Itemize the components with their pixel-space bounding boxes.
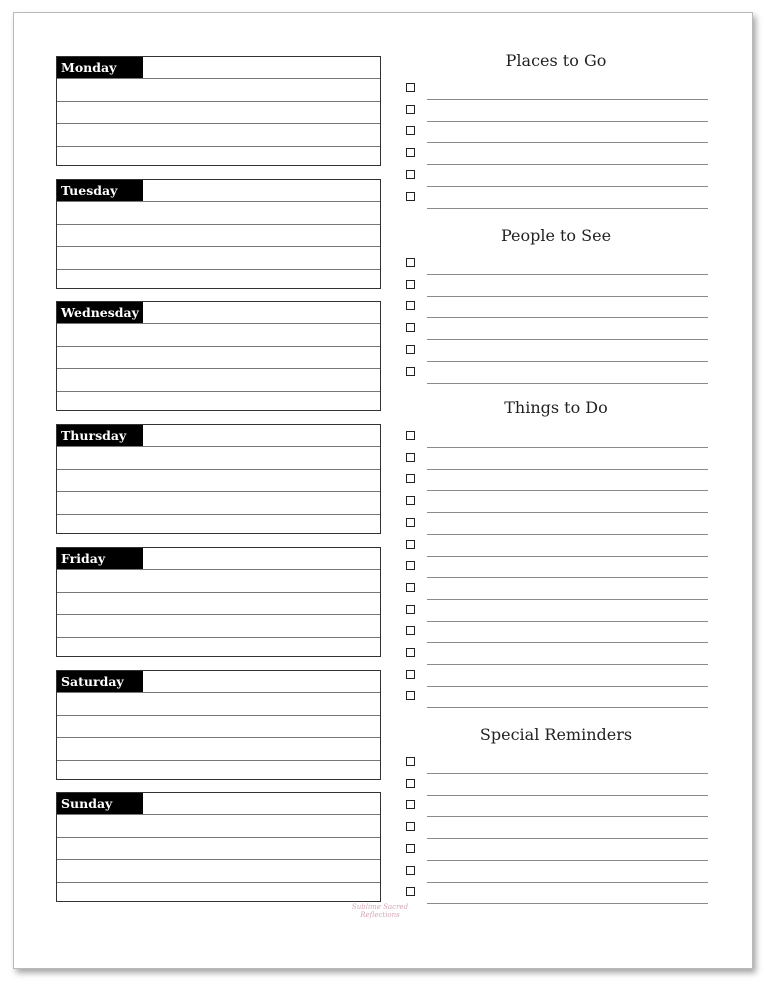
checkbox[interactable] xyxy=(406,105,415,114)
writing-line[interactable] xyxy=(57,692,380,693)
writing-line[interactable] xyxy=(57,78,380,79)
writing-line[interactable] xyxy=(57,614,380,615)
list-line[interactable] xyxy=(427,707,708,708)
list-line[interactable] xyxy=(427,296,708,297)
list-line[interactable] xyxy=(427,664,708,665)
day-box-thursday xyxy=(56,424,381,534)
writing-line[interactable] xyxy=(57,882,380,883)
checkbox[interactable] xyxy=(406,192,415,201)
writing-line[interactable] xyxy=(57,469,380,470)
checkbox[interactable] xyxy=(406,453,415,462)
checkbox[interactable] xyxy=(406,670,415,679)
list-line[interactable] xyxy=(427,795,708,796)
writing-line[interactable] xyxy=(57,592,380,593)
checkbox[interactable] xyxy=(406,605,415,614)
day-box-saturday xyxy=(56,670,381,780)
checkbox[interactable] xyxy=(406,301,415,310)
checkbox[interactable] xyxy=(406,583,415,592)
day-box-monday xyxy=(56,56,381,166)
checkbox[interactable] xyxy=(406,126,415,135)
checkbox[interactable] xyxy=(406,691,415,700)
list-line[interactable] xyxy=(427,556,708,557)
writing-line[interactable] xyxy=(57,837,380,838)
writing-line[interactable] xyxy=(57,269,380,270)
day-box-friday xyxy=(56,547,381,657)
day-box-sunday xyxy=(56,792,381,902)
writing-line[interactable] xyxy=(57,368,380,369)
section-title: People to See xyxy=(500,226,612,245)
list-line[interactable] xyxy=(427,490,708,491)
checkbox[interactable] xyxy=(406,648,415,657)
checkbox[interactable] xyxy=(406,280,415,289)
list-line[interactable] xyxy=(427,903,708,904)
writing-line[interactable] xyxy=(57,737,380,738)
list-line[interactable] xyxy=(427,361,708,362)
day-label: Tuesday xyxy=(57,180,143,201)
checkbox[interactable] xyxy=(406,887,415,896)
writing-line[interactable] xyxy=(57,514,380,515)
writing-line[interactable] xyxy=(57,637,380,638)
day-label: Monday xyxy=(57,57,143,78)
list-line[interactable] xyxy=(427,339,708,340)
list-line[interactable] xyxy=(427,186,708,187)
list-line[interactable] xyxy=(427,816,708,817)
list-line[interactable] xyxy=(427,164,708,165)
checkbox[interactable] xyxy=(406,258,415,267)
list-line[interactable] xyxy=(427,99,708,100)
list-line[interactable] xyxy=(427,882,708,883)
section-title: Places to Go xyxy=(505,51,607,70)
day-box-tuesday xyxy=(56,179,381,289)
writing-line[interactable] xyxy=(57,101,380,102)
writing-line[interactable] xyxy=(57,491,380,492)
list-line[interactable] xyxy=(427,534,708,535)
writing-line[interactable] xyxy=(57,246,380,247)
writing-line[interactable] xyxy=(57,814,380,815)
day-label: Saturday xyxy=(57,671,143,692)
list-line[interactable] xyxy=(427,577,708,578)
checkbox[interactable] xyxy=(406,323,415,332)
checkbox[interactable] xyxy=(406,367,415,376)
writing-line[interactable] xyxy=(57,760,380,761)
day-label: Sunday xyxy=(57,793,143,814)
list-line[interactable] xyxy=(427,512,708,513)
list-line[interactable] xyxy=(427,208,708,209)
list-line[interactable] xyxy=(427,686,708,687)
list-line[interactable] xyxy=(427,860,708,861)
checkbox[interactable] xyxy=(406,83,415,92)
checkbox[interactable] xyxy=(406,800,415,809)
section-title: Things to Do xyxy=(504,398,608,417)
checkbox[interactable] xyxy=(406,496,415,505)
list-line[interactable] xyxy=(427,642,708,643)
writing-line[interactable] xyxy=(57,146,380,147)
checkbox[interactable] xyxy=(406,431,415,440)
list-line[interactable] xyxy=(427,773,708,774)
day-box-wednesday xyxy=(56,301,381,411)
day-label: Wednesday xyxy=(57,302,143,323)
list-line[interactable] xyxy=(427,469,708,470)
writing-line[interactable] xyxy=(57,346,380,347)
list-line[interactable] xyxy=(427,447,708,448)
checkbox[interactable] xyxy=(406,474,415,483)
writing-line[interactable] xyxy=(57,859,380,860)
writing-line[interactable] xyxy=(57,123,380,124)
list-line[interactable] xyxy=(427,142,708,143)
checkbox[interactable] xyxy=(406,822,415,831)
checkbox[interactable] xyxy=(406,170,415,179)
section-title: Special Reminders xyxy=(479,725,633,744)
day-label: Friday xyxy=(57,548,143,569)
checkbox[interactable] xyxy=(406,148,415,157)
checkbox[interactable] xyxy=(406,518,415,527)
checkbox[interactable] xyxy=(406,844,415,853)
list-line[interactable] xyxy=(427,621,708,622)
checkbox[interactable] xyxy=(406,540,415,549)
writing-line[interactable] xyxy=(57,569,380,570)
writing-line[interactable] xyxy=(57,391,380,392)
list-line[interactable] xyxy=(427,838,708,839)
list-line[interactable] xyxy=(427,121,708,122)
watermark-logo: Sublime Sacred Reflections xyxy=(351,903,409,919)
writing-line[interactable] xyxy=(57,201,380,202)
writing-line[interactable] xyxy=(57,323,380,324)
day-label: Thursday xyxy=(57,425,143,446)
writing-line[interactable] xyxy=(57,446,380,447)
checkbox[interactable] xyxy=(406,779,415,788)
writing-line[interactable] xyxy=(57,224,380,225)
list-line[interactable] xyxy=(427,383,708,384)
checkbox[interactable] xyxy=(406,866,415,875)
list-line[interactable] xyxy=(427,317,708,318)
list-line[interactable] xyxy=(427,599,708,600)
checkbox[interactable] xyxy=(406,345,415,354)
list-line[interactable] xyxy=(427,274,708,275)
checkbox[interactable] xyxy=(406,561,415,570)
checkbox[interactable] xyxy=(406,626,415,635)
checkbox[interactable] xyxy=(406,757,415,766)
writing-line[interactable] xyxy=(57,715,380,716)
